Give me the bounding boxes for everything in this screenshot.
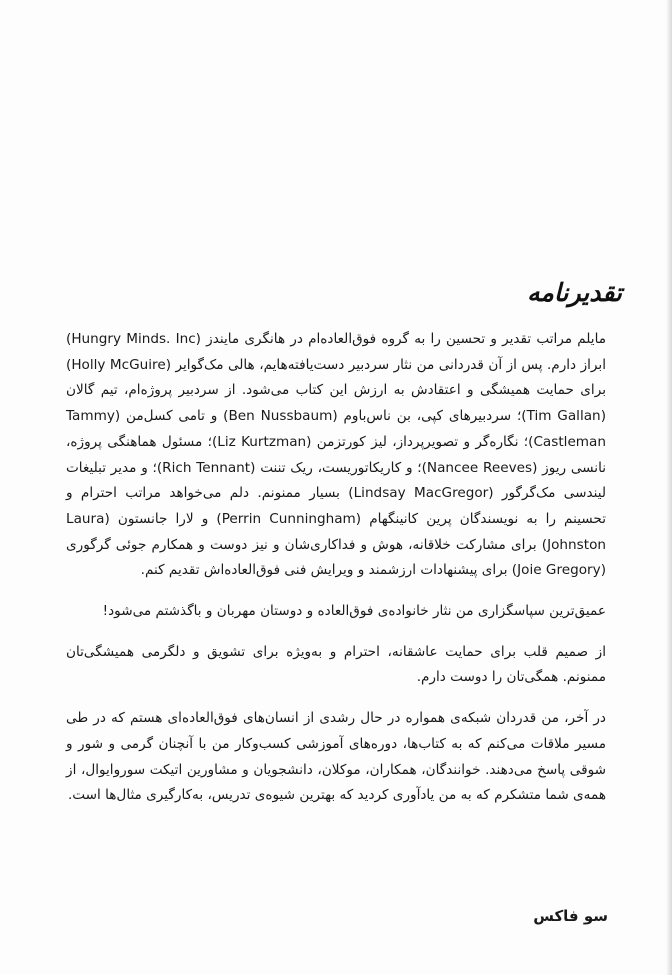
page-title: تقدیرنامه [527,278,622,307]
page-edge-shadow [666,0,672,975]
paragraph-thanks-team: مایلم مراتب تقدیر و تحسین را به گروه فوق‌العاده‌ام در هانگری مایندز (Hungry Minds. Inc) ابراز دارم. پس از آن قدردانی من نثار سردبیر دست‌یافته‌هایم، هالی مک‌گوایر (Holly McGuire) برای حمایت همیشگی و اعتقادش به ارزش این کتاب می‌شود. از سردبیر پروژه‌ام، تیم گالان (Tim Gallan)؛ سردبیرهای کپی، بن ناس‌باوم (Ben Nussbaum) و تامی کسل‌من (Tammy Castleman)؛ نگاره‌گر و تصویرپرداز، لیز کورتزمن (Liz Kurtzman)؛ مسئول هماهنگی پروژه، نانسی ریوز (Nancee Reeves)؛ و کاریکاتوریست، ریک تننت (Rich Tennant)؛ و مدیر تبلیغات لیندسی مک‌گرگور (Lindsay MacGregor) بسیار ممنونم. دلم می‌خواهد مراتب احترام و تحسینم را به نویسندگان پرین کانینگهام (Perrin Cunningham) و لارا جانستون (Laura Johnston) برای مشارکت خلاقانه، هوش و فداکاری‌شان و نیز دوست و همکارم جوئی گرگوری (Joie Gregory) برای پیشنهادات ارزشمند و ویرایش فنی فوق‌العاده‌اش تقدیم کنم. [66,331,607,579]
acknowledgements-body [66,327,606,824]
author-signature: سو فاکس [533,907,608,925]
paragraph-thanks-love: از صمیم قلب برای حمایت عاشقانه، احترام و به‌ویژه برای تشویق و دلگرمی همیشگی‌تان ممنونم. همگی‌تان را دوست دارم. [66,643,606,686]
paragraph-thanks-family: عمیق‌ترین سپاسگزاری من نثار خانواده‌ی فوق‌العاده و دوستان مهربان و باگذشتم می‌شود! [102,603,606,620]
paragraph-thanks-network: در آخر، من قدردان شبکه‌ی همواره در حال رشدی از انسان‌های فوق‌العاده‌ای هستم که در طی مسیر ملاقات می‌کنم که به کتاب‌ها، دوره‌های آموزشی کسب‌وکار من با آنچنان گرمی و شور و شوقی پاسخ می‌دهند. خوانندگان، همکاران، موکلان، دانشجویان و مشاورین اتیکت سوروایوال، از همه‌ی شما متشکرم که به من یادآوری کردید که بهترین شیوه‌ی تدریس، به‌کارگیری مثال‌ها است. [66,710,606,804]
